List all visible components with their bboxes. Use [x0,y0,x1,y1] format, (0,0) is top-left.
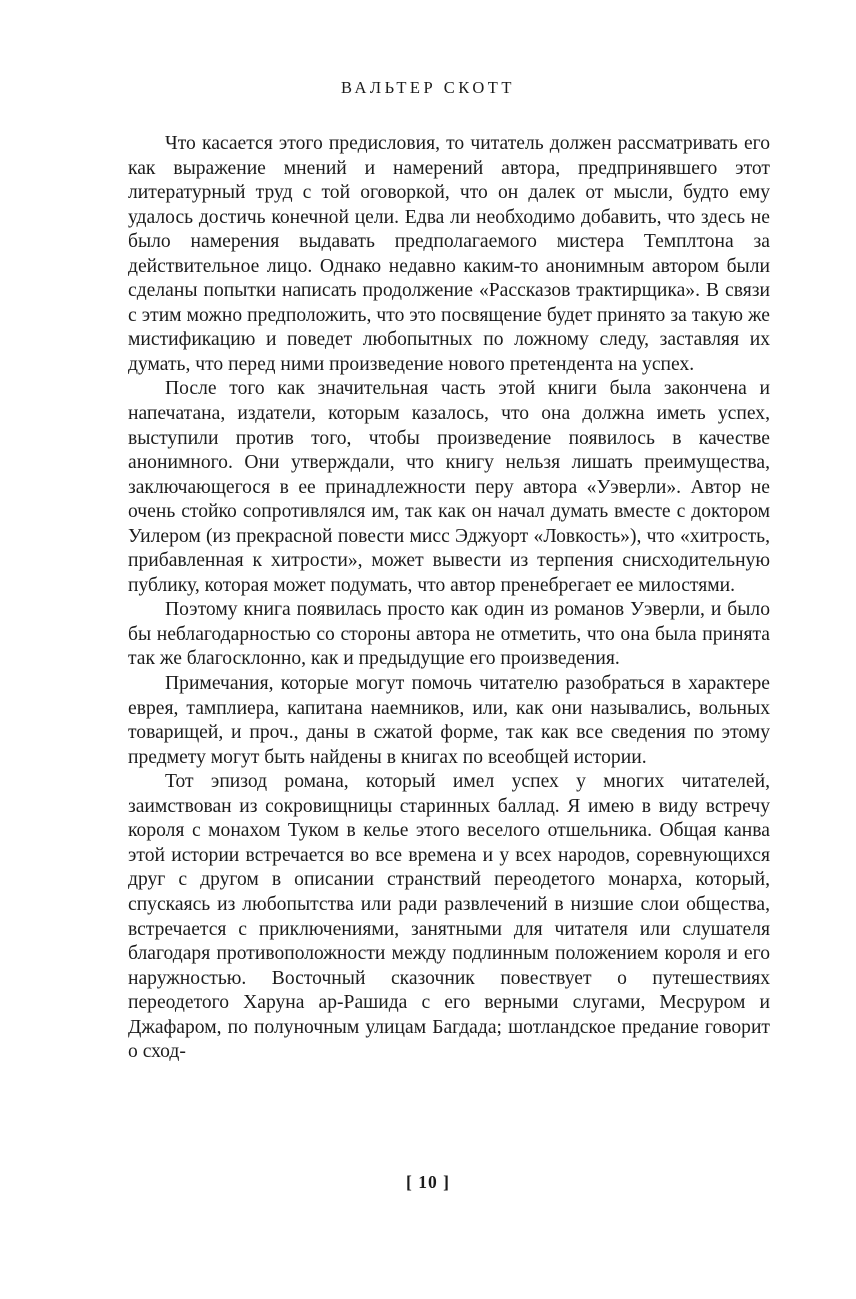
paragraph: Поэтому книга появилась просто как один из романов Уэверли, и было бы неблагодарностью со стороны автора не отметить, что она была принята так же благосклонно, как и предыдущие его произведения. [128,599,770,670]
paragraph: Примечания, которые могут помочь читателю разобраться в характере еврея, тамплиера, капитана наемников, или, как они назывались, вольных товарищей, и проч., даны в сжатой форме, так как все сведения по этому предмету могут быть найдены в книгах по всеобщей истории. [128,673,770,768]
page-number: [ 10 ] [406,1172,450,1192]
paragraph: Тот эпизод романа, который имел успех у многих читателей, заимствован из сокровищницы старинных баллад. Я имею в виду встречу короля с монахом Туком в келье этого веселого отшельника. Общая канва этой истории встречается во все времена и у всех народов, соревнующихся друг с другом в описании странствий переодетого монарха, который, спускаясь из любопытства или ради развлечений в низшие слои общества, встречается с приключениями, занятными для читателя или слушателя благодаря противоположности между подлинным положением короля и его наружностью. Восточный сказочник повествует о путешествиях переодетого Харуна ар-Рашида с его верными слугами, Месруром и Джафаром, по полуночным улицам Багдада; шотландское предание говорит о сход- [128,771,770,1063]
running-header: ВАЛЬТЕР СКОТТ [341,78,515,97]
paragraph: После того как значительная часть этой книги была закончена и напечатана, издатели, которым казалось, что она должна иметь успех, выступили против того, чтобы произведение появилось в качестве анонимного. Они утверждали, что книгу нельзя лишать преимущества, заключающегося в ее принадлежности перу автора «Уэверли». Автор не очень стойко сопротивлялся им, так как он начал думать вместе с доктором Уилером (из прекрасной повести мисс Эджуорт «Ловкость»), что «хитрость, прибавленная к хитрости», может вывести из терпения снисходительную публику, которая может подумать, что автор пренебрегает ее милостями. [128,378,770,596]
paragraph: Что касается этого предисловия, то читатель должен рассматривать его как выражение мнений и намерений автора, предпринявшего этот литературный труд с той оговоркой, что он далек от мысли, будто ему удалось достичь конечной цели. Едва ли необходимо добавить, что здесь не было намерения выдавать предполагаемого мистера Темплтона за действительное лицо. Однако недавно каким-то анонимным автором были сделаны попытки написать продолжение «Рассказов трактирщика». В связи с этим можно предположить, что это посвящение будет принято за такую же мистификацию и поведет любопытных по ложному следу, заставляя их думать, что перед ними произведение нового претендента на успех. [128,133,770,375]
text-block [128,132,770,1065]
